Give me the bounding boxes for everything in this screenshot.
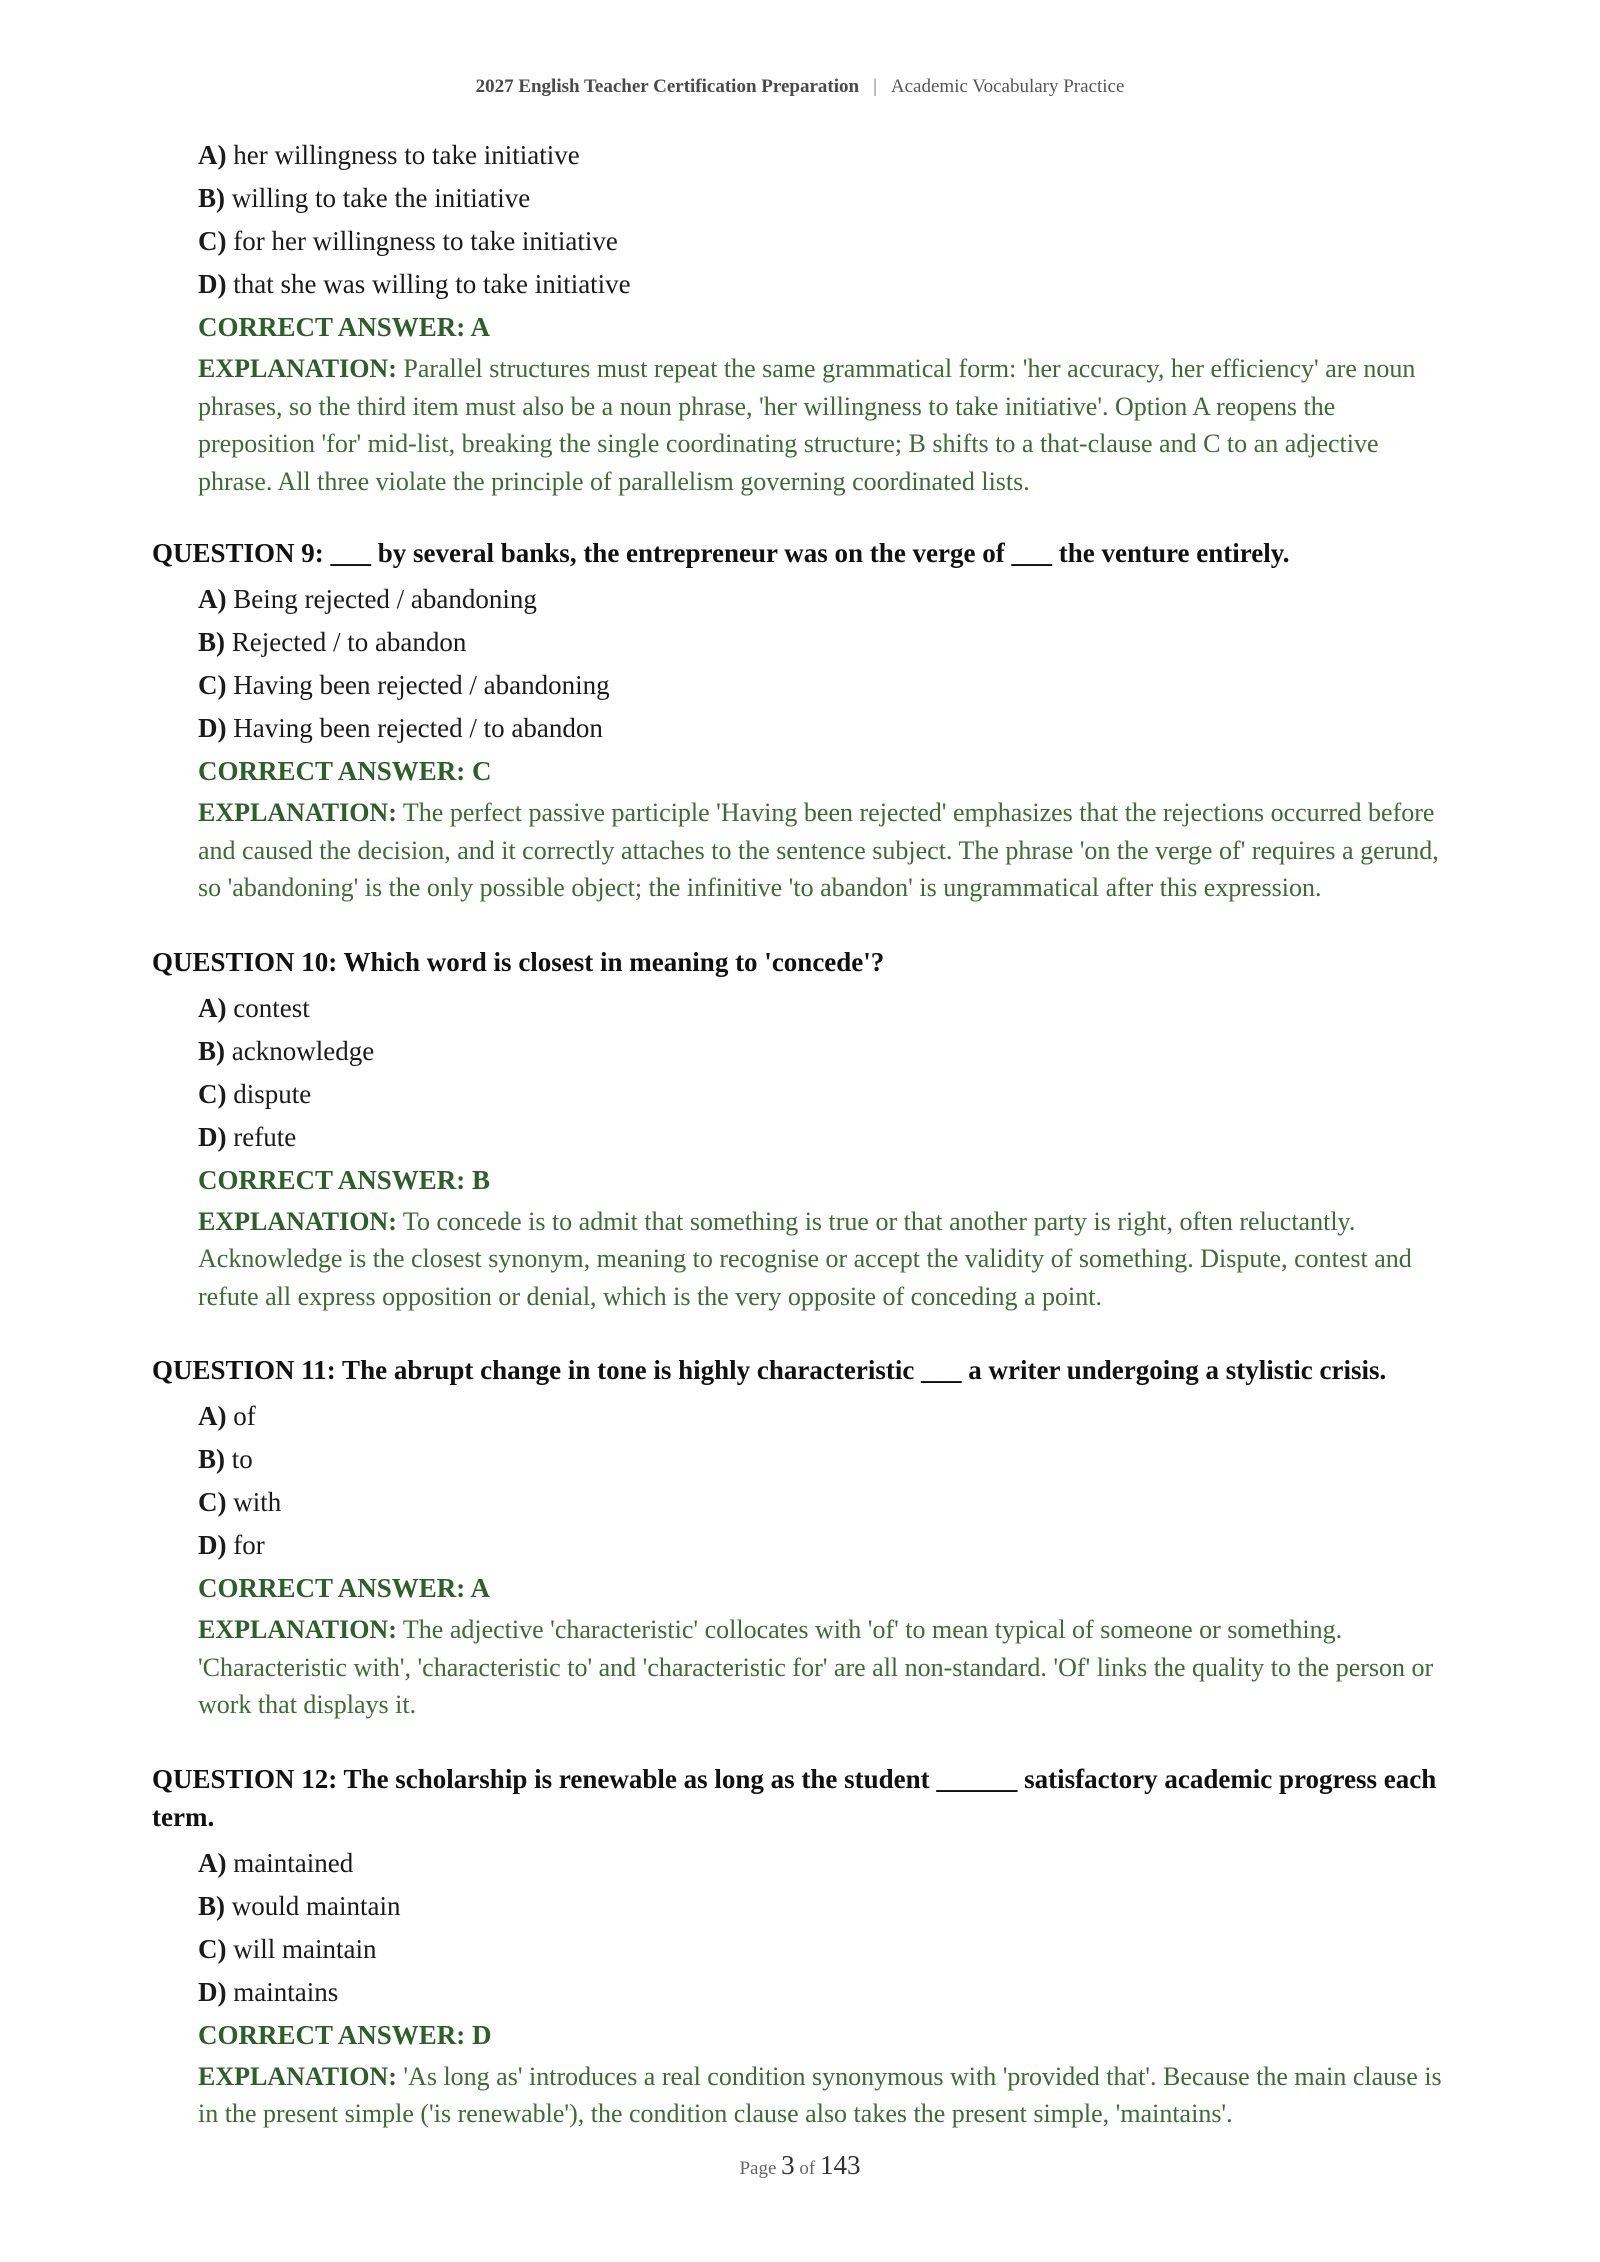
- question-11: [152, 1351, 1452, 1724]
- option-a: A) her willingness to take initiative: [198, 140, 580, 170]
- option-d: D) Having been rejected / to abandon: [198, 713, 603, 743]
- explanation: EXPLANATION: To concede is to admit that something is true or that another party is right, often reluctantly. Acknowledge is the closest synonym, meaning to recognise or accept the validity of something. Dispute, contest and refute all express opposition or denial, which is the very opposite of conceding a point.: [198, 1206, 1412, 1311]
- option-a: A) maintained: [198, 1847, 354, 1878]
- option-list: [152, 134, 1452, 306]
- option-d: D) for: [198, 1530, 265, 1560]
- option-d: D) maintains: [198, 1976, 339, 2007]
- explanation: EXPLANATION: Parallel structures must repeat the same grammatical form: 'her accuracy, her efficiency' are noun phrases, so the third item must also be a noun phrase, 'her willingness to take initiative'. Option A reopens the preposition 'for' mid-list, breaking the single coordinating structure; B shifts to a that-clause and C to an adjective phrase. All three violate the principle of parallelism governing coordinated lists.: [198, 354, 1416, 496]
- question-text: QUESTION 12: The scholarship is renewable as long as the student ______ satisfactory academic progress each term.: [152, 1763, 1437, 1832]
- option-b: B) acknowledge: [198, 1035, 375, 1066]
- option-a: A) Being rejected / abandoning: [198, 584, 537, 614]
- document-title: 2027 English Teacher Certification Preparation: [475, 76, 860, 97]
- correct-answer: CORRECT ANSWER: A: [198, 1573, 491, 1603]
- page-total: 143: [820, 2150, 861, 2180]
- of-word: of: [799, 2158, 816, 2179]
- correct-answer: CORRECT ANSWER: B: [198, 1164, 491, 1195]
- page-number: 3: [781, 2150, 795, 2180]
- option-list: [152, 1842, 1452, 2014]
- option-c: C) dispute: [198, 1078, 312, 1109]
- page-word: Page: [739, 2158, 777, 2179]
- option-d: D) refute: [198, 1121, 297, 1152]
- option-b: B) to: [198, 1444, 253, 1474]
- question-10: [152, 943, 1452, 1316]
- option-c: C) will maintain: [198, 1933, 377, 1964]
- option-list: [152, 987, 1452, 1159]
- option-c: C) Having been rejected / abandoning: [198, 670, 610, 700]
- correct-answer: CORRECT ANSWER: C: [198, 756, 492, 786]
- option-a: A) of: [198, 1401, 256, 1431]
- question-8-continued: [152, 134, 1452, 500]
- question-9: [152, 534, 1452, 907]
- question-text: QUESTION 9: ___ by several banks, the entrepreneur was on the verge of ___ the venture entirely.: [152, 538, 1290, 568]
- section-title: Academic Vocabulary Practice: [890, 76, 1125, 97]
- page-footer: [0, 2150, 1600, 2181]
- option-b: B) Rejected / to abandon: [198, 627, 467, 657]
- explanation: EXPLANATION: 'As long as' introduces a real condition synonymous with 'provided that'. Because the main clause is in the present simple ('is renewable'), the condition clause also takes the present simple, 'maintains'.: [198, 2061, 1442, 2128]
- explanation: EXPLANATION: The adjective 'characteristic' collocates with 'of' to mean typical of someone or something. 'Characteristic with', 'characteristic to' and 'characteristic for' are all non-standard. 'Of' links the quality to the person or work that displays it.: [198, 1615, 1434, 1719]
- question-text: QUESTION 11: The abrupt change in tone is highly characteristic ___ a writer undergoing a stylistic crisis.: [152, 1355, 1387, 1385]
- option-list: [152, 578, 1452, 750]
- option-c: C) with: [198, 1487, 282, 1517]
- option-b: B) would maintain: [198, 1890, 401, 1921]
- question-text: QUESTION 10: Which word is closest in meaning to 'concede'?: [152, 946, 885, 977]
- option-d: D) that she was willing to take initiative: [198, 269, 631, 299]
- option-c: C) for her willingness to take initiative: [198, 226, 618, 256]
- option-a: A) contest: [198, 992, 310, 1023]
- question-12: [152, 1760, 1452, 2133]
- correct-answer: CORRECT ANSWER: A: [198, 312, 491, 342]
- option-list: [152, 1395, 1452, 1567]
- correct-answer: CORRECT ANSWER: D: [198, 2019, 492, 2050]
- header-separator: |: [873, 76, 877, 97]
- page-content: [152, 134, 1452, 2169]
- explanation: EXPLANATION: The perfect passive participle 'Having been rejected' emphasizes that the rejections occurred before and caused the decision, and it correctly attaches to the sentence subject. The phrase 'on the verge of' requires a gerund, so 'abandoning' is the only possible object; the infinitive 'to abandon' is ungrammatical after this expression.: [198, 798, 1439, 902]
- option-b: B) willing to take the initiative: [198, 183, 531, 213]
- page-header: [0, 76, 1600, 98]
